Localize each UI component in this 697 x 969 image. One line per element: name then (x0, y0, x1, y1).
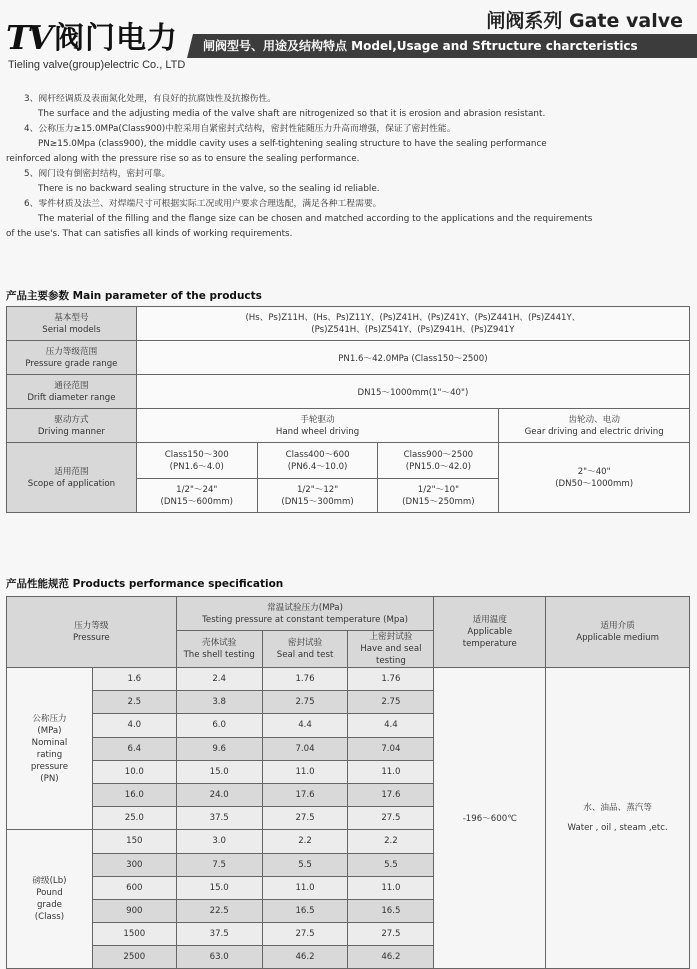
intro-line: 5、阀门设有倒密封结构，密封可靠。 (24, 169, 171, 179)
pound-grade-label: 磅级(Lb) Pound grade (Class) (7, 830, 93, 969)
header-pressure: 压力等级 Pressure (7, 597, 177, 668)
table-row (7, 597, 690, 631)
upper-seal-test-cell: 46.2 (348, 946, 434, 969)
upper-seal-test-cell: 7.04 (348, 737, 434, 760)
header-shell-test: 壳体试验 The shell testing (176, 631, 262, 668)
section-banner: 闸阀型号、用途及结构特点 Model,Usage and Sftructure charcteristics (193, 34, 697, 58)
intro-line: of the use's. That can satisfies all kinds of working requirements. (6, 229, 293, 239)
scope-size: 1/2"～10" (DN15～250mm) (378, 479, 499, 513)
shell-test-cell: 63.0 (176, 946, 262, 969)
company-logo-mark: TV (6, 18, 51, 57)
seal-test-cell: 1.76 (262, 668, 348, 691)
shell-test-cell: 3.0 (176, 830, 262, 853)
scope-size: 1/2"～12" (DN15～300mm) (257, 479, 378, 513)
intro-line: 4、公称压力≥15.0MPa(Class900)中腔采用自紧密封式结构，密封性能随压力升高而增强，保证了密封性能。 (24, 124, 456, 134)
upper-seal-test-cell: 17.6 (348, 783, 434, 806)
shell-test-cell: 6.0 (176, 714, 262, 737)
intro-line: The material of the filling and the flange size can be chosen and matched according to the applications and the requirements (38, 214, 593, 224)
shell-test-cell: 37.5 (176, 923, 262, 946)
header-temperature: 适用温度 Applicable temperature (434, 597, 546, 668)
company-logo-text: 阀门电力 (54, 21, 178, 56)
driving-label: 驱动方式 Driving manner (7, 409, 137, 443)
intro-text (6, 92, 686, 242)
intro-line: There is no backward sealing structure in the valve, so the sealing id reliable. (38, 184, 380, 194)
pressure-label: 压力等级范围 Pressure grade range (7, 341, 137, 375)
pressure-value-cell: 6.4 (92, 737, 176, 760)
shell-test-cell: 15.0 (176, 876, 262, 899)
seal-test-cell: 2.2 (262, 830, 348, 853)
seal-test-cell: 2.75 (262, 691, 348, 714)
page-title: 闸阀系列 Gate valve (486, 10, 683, 32)
pressure-value-cell: 2500 (92, 946, 176, 969)
table-row (7, 443, 690, 479)
intro-line: 6、零件材质及法兰、对焊端尺寸可根据实际工况或用户要求合理选配，满足各种工程需要。 (24, 199, 382, 209)
header-medium: 适用介质 Applicable medium (546, 597, 690, 668)
shell-test-cell: 7.5 (176, 853, 262, 876)
intro-line: reinforced along with the pressure rise so as to ensure the sealing performance. (6, 154, 360, 164)
main-params-title: 产品主要参数 Main parameter of the products (6, 290, 262, 302)
table-row (7, 668, 690, 691)
gear-driving: 齿轮动、电动 Gear driving and electric driving (499, 409, 690, 443)
shell-test-cell: 22.5 (176, 899, 262, 922)
table-row (7, 341, 690, 375)
upper-seal-test-cell: 2.75 (348, 691, 434, 714)
seal-test-cell: 46.2 (262, 946, 348, 969)
upper-seal-test-cell: 5.5 (348, 853, 434, 876)
seal-test-cell: 16.5 (262, 899, 348, 922)
company-name: Tieling valve(group)electric Co., LTD (8, 59, 186, 71)
upper-seal-test-cell: 27.5 (348, 923, 434, 946)
seal-test-cell: 7.04 (262, 737, 348, 760)
scope-class: Class400～600 (PN6.4～10.0) (257, 443, 378, 479)
upper-seal-test-cell: 11.0 (348, 876, 434, 899)
shell-test-cell: 3.8 (176, 691, 262, 714)
pressure-value-cell: 900 (92, 899, 176, 922)
main-params-table (6, 306, 690, 513)
intro-line: The surface and the adjusting media of the valve shaft are nitrogenized so that it is erosion and abrasion resistant. (38, 109, 546, 119)
serial-value: (Hs、Ps)Z11H、(Hs、Ps)Z11Y、(Ps)Z41H、(Ps)Z41Y、(Ps)Z441H、(Ps)Z441Y、 (Ps)Z541H、(Ps)Z541Y、(Ps)Z941H、(Ps)Z941Y (136, 307, 689, 341)
pressure-value-cell: 300 (92, 853, 176, 876)
seal-test-cell: 11.0 (262, 760, 348, 783)
table-row (7, 307, 690, 341)
shell-test-cell: 37.5 (176, 807, 262, 830)
scope-label: 适用范围 Scope of application (7, 443, 137, 513)
pressure-value-cell: 2.5 (92, 691, 176, 714)
seal-test-cell: 4.4 (262, 714, 348, 737)
upper-seal-test-cell: 4.4 (348, 714, 434, 737)
shell-test-cell: 15.0 (176, 760, 262, 783)
pressure-value-cell: 150 (92, 830, 176, 853)
shell-test-cell: 24.0 (176, 783, 262, 806)
seal-test-cell: 17.6 (262, 783, 348, 806)
pressure-value-cell: 25.0 (92, 807, 176, 830)
upper-seal-test-cell: 2.2 (348, 830, 434, 853)
pressure-value-cell: 16.0 (92, 783, 176, 806)
header-upper-seal-test: 上密封试验 Have and seal testing (348, 631, 434, 668)
pressure-value-cell: 1.6 (92, 668, 176, 691)
pressure-value-cell: 10.0 (92, 760, 176, 783)
seal-test-cell: 27.5 (262, 807, 348, 830)
page-header (0, 0, 697, 80)
upper-seal-test-cell: 16.5 (348, 899, 434, 922)
upper-seal-test-cell: 11.0 (348, 760, 434, 783)
seal-test-cell: 11.0 (262, 876, 348, 899)
drift-label: 通径范围 Drift diameter range (7, 375, 137, 409)
pressure-value-cell: 600 (92, 876, 176, 899)
perf-spec-title: 产品性能规范 Products performance specification (6, 578, 284, 590)
header-seal-test: 密封试验 Seal and test (262, 631, 348, 668)
table-row (7, 375, 690, 409)
intro-line: 3、阀杆经调质及表面氮化处理，有良好的抗腐蚀性及抗擦伤性。 (24, 94, 276, 104)
pressure-value: PN1.6～42.0MPa (Class150～2500) (136, 341, 689, 375)
scope-class: Class900～2500 (PN15.0～42.0) (378, 443, 499, 479)
nominal-pressure-label: 公称压力 (MPa) Nominal rating pressure (PN) (7, 668, 93, 830)
scope-gear: 2"～40" (DN50～1000mm) (499, 443, 690, 513)
pressure-value-cell: 4.0 (92, 714, 176, 737)
shell-test-cell: 2.4 (176, 668, 262, 691)
upper-seal-test-cell: 27.5 (348, 807, 434, 830)
perf-spec-table (6, 596, 690, 969)
drift-value: DN15～1000mm(1"～40") (136, 375, 689, 409)
upper-seal-test-cell: 1.76 (348, 668, 434, 691)
temperature-value: -196～600℃ (434, 668, 546, 969)
table-row (7, 409, 690, 443)
seal-test-cell: 5.5 (262, 853, 348, 876)
seal-test-cell: 27.5 (262, 923, 348, 946)
pressure-value-cell: 1500 (92, 923, 176, 946)
header-test-pressure: 常温试验压力(MPa) Testing pressure at constant temperature (Mpa) (176, 597, 434, 631)
serial-label: 基本型号 Serial models (7, 307, 137, 341)
intro-line: PN≥15.0Mpa (class900), the middle cavity uses a self-tightening sealing structure to have the sealing performance (38, 139, 547, 149)
hand-wheel-driving: 手轮驱动 Hand wheel driving (136, 409, 498, 443)
shell-test-cell: 9.6 (176, 737, 262, 760)
medium-value: 水、油品、蒸汽等 Water , oil , steam ,etc. (546, 668, 690, 969)
scope-size: 1/2"～24" (DN15～600mm) (136, 479, 257, 513)
scope-class: Class150～300 (PN1.6～4.0) (136, 443, 257, 479)
